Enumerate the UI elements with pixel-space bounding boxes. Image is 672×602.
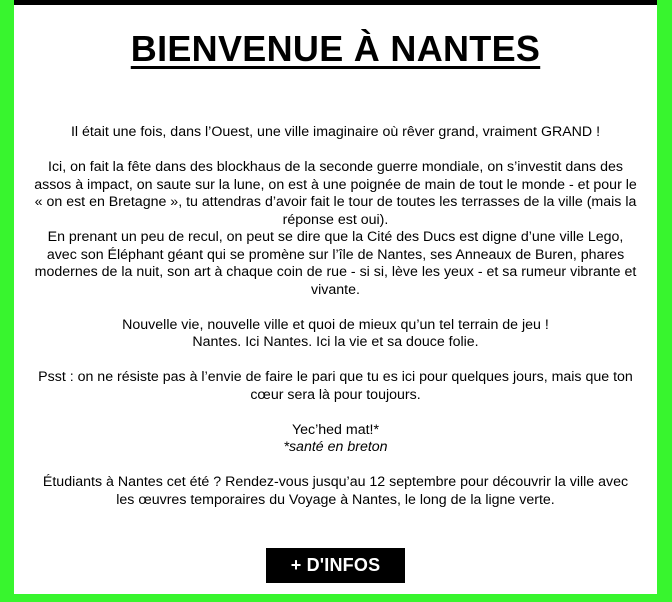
paragraph-nantes-life: Nantes. Ici Nantes. Ici la vie et sa douce folie. bbox=[192, 334, 479, 350]
page-title: BIENVENUE À NANTES bbox=[130, 28, 541, 69]
more-info-button[interactable]: + D'INFOS bbox=[266, 548, 405, 583]
paragraph-lego-city: En prenant un peu de recul, on peut se dire que la Cité des Ducs est digne d’une ville Lego, avec son Éléphant géant qui se promène sur l’île de Nantes, ses Anneaux de Buren, phares modernes de la nuit, son art à chaque coin de rue - si si, lève les yeux - et sa rumeur vibrante et vivante. bbox=[34, 229, 637, 298]
email-card bbox=[14, 0, 657, 594]
paragraph-new-life: Nouvelle vie, nouvelle ville et quoi de mieux qu’un tel terrain de jeu ! bbox=[122, 316, 549, 333]
signoff: Yec’hed mat!* bbox=[291, 421, 380, 438]
paragraph-students: Étudiants à Nantes cet été ? Rendez-vous jusqu’au 12 septembre pour découvrir la ville avec les œuvres temporaires du Voyage à Nantes, le long de la ligne verte. bbox=[42, 474, 629, 508]
footnote: *santé en breton bbox=[283, 439, 388, 455]
paragraph-party: Ici, on fait la fête dans des blockhaus de la seconde guerre mondiale, on s’investit dans des assos à impact, on saute sur la lune, on est à une poignée de main de tout le monde - et pour le « on est en Bretagne », tu attendras d’avoir fait le tour de toutes les terrasses de la ville (mais la réponse est oui). bbox=[34, 159, 637, 228]
intro-paragraph: Il était une fois, dans l’Ouest, une ville imaginaire où rêver grand, vraiment GRAND ! bbox=[70, 124, 601, 140]
body-text bbox=[34, 124, 637, 527]
paragraph-psst: Psst : on ne résiste pas à l’envie de faire le pari que tu es ici pour quelques jours, mais que ton cœur sera là pour toujours. bbox=[38, 369, 633, 403]
